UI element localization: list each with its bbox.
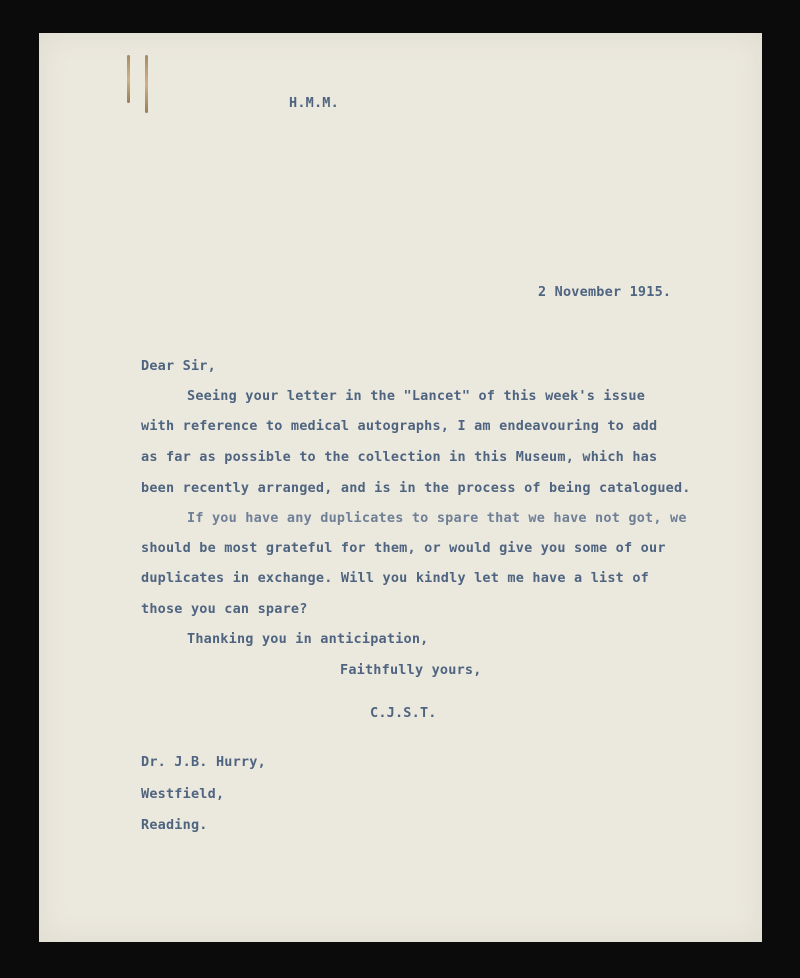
body-line: with reference to medical autographs, I am endeavouring to add xyxy=(141,418,658,434)
pin-mark xyxy=(127,55,130,103)
letter-date: 2 November 1915. xyxy=(538,284,672,300)
file-reference: H.M.M. xyxy=(289,95,339,111)
signature-initials: C.J.S.T. xyxy=(370,705,437,721)
body-line: If you have any duplicates to spare that we have not got, we xyxy=(187,510,687,526)
body-line: as far as possible to the collection in this Museum, which has xyxy=(141,449,658,465)
salutation: Dear Sir, xyxy=(141,358,216,374)
body-line: duplicates in exchange. Will you kindly let me have a list of xyxy=(141,570,649,586)
thanks-line: Thanking you in anticipation, xyxy=(187,631,429,647)
body-line: been recently arranged, and is in the process of being catalogued. xyxy=(141,480,691,496)
body-line: those you can spare? xyxy=(141,601,308,617)
pin-mark xyxy=(145,55,148,113)
recipient-line: Dr. J.B. Hurry, xyxy=(141,754,266,770)
body-line: should be most grateful for them, or would give you some of our xyxy=(141,540,666,556)
closing: Faithfully yours, xyxy=(340,662,482,678)
body-line: Seeing your letter in the "Lancet" of this week's issue xyxy=(187,388,646,404)
recipient-line: Westfield, xyxy=(141,786,225,802)
recipient-line: Reading. xyxy=(141,817,208,833)
